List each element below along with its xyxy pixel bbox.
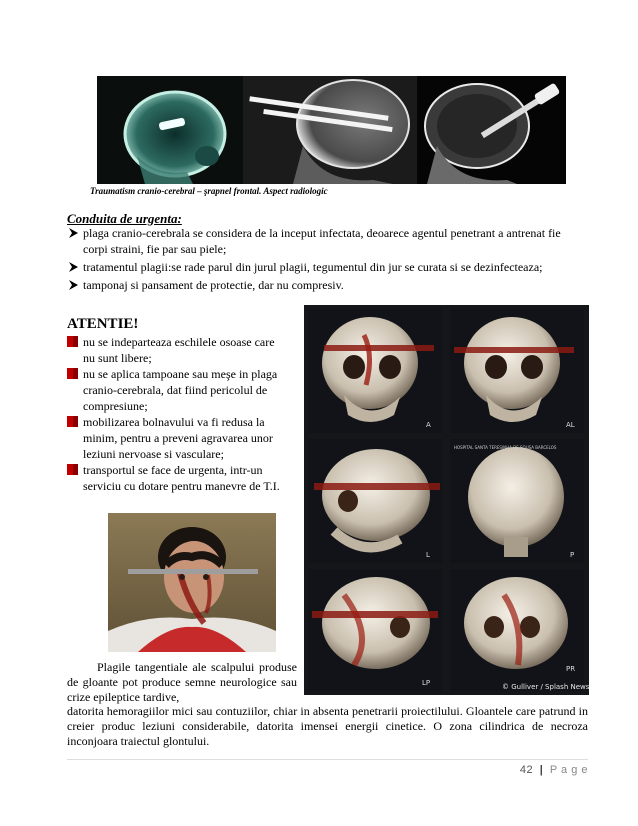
square-bullet-icon xyxy=(67,368,78,379)
bullet-text: tamponaj si pansament de protectie, dar nu compresiv. xyxy=(83,278,344,292)
xray-image-3 xyxy=(417,76,566,184)
ct-header-text: HOSPITAL SANTA TERESINHA DE SOUSA BARCELOS xyxy=(454,445,557,450)
xray-image-1 xyxy=(97,76,243,184)
bullet-text: tratamentul plagii:se rade parul din jurul plagii, tegumentul din jur se curata si se dezinfecteaza; xyxy=(83,260,543,274)
xray-image-2 xyxy=(243,76,417,184)
square-bullet-icon xyxy=(67,464,78,475)
atentie-text: nu se indeparteaza eschilele osoase care nu sunt libere; xyxy=(83,335,275,365)
figure-caption: Traumatism cranio-cerebral – şrapnel frontal. Aspect radiologic xyxy=(90,186,328,196)
paragraph-continuation: datorita hemoragiilor mici sau contuziilor, chiar in absenta penetrarii proiectilului. Gloantele care patrund in creier produc leziuni considerabile, datorita imensei energii cinetice. O zona cilindrica de necroza inconjoara traiectul glontului. xyxy=(67,704,588,748)
page-number: 42 xyxy=(519,764,534,776)
bullet-item xyxy=(67,277,587,293)
atentie-item xyxy=(67,366,287,414)
ct-label-a: A xyxy=(426,421,431,429)
page-footer xyxy=(520,764,588,776)
atentie-heading: ATENTIE! xyxy=(67,316,139,332)
ct-label-l: L xyxy=(426,551,430,559)
arrow-bullet-icon xyxy=(67,277,81,293)
ct-label-p: P xyxy=(570,551,575,559)
arrow-bullet-icon xyxy=(67,225,81,241)
bullet-item xyxy=(67,259,587,275)
atentie-text: nu se aplica tampoane sau meşe in plaga cranio-cerebrala, dat fiind pericolul de compresiune; xyxy=(83,367,278,413)
square-bullet-icon xyxy=(67,336,78,347)
footer-separator: | xyxy=(539,764,544,776)
footer-divider xyxy=(67,759,588,760)
patient-photo xyxy=(108,513,276,652)
ct-label-lp: LP xyxy=(422,679,431,687)
paragraph-tangential-text: Plagile tangentiale ale scalpului produse de gloante pot produce semne neurologice sau crize epileptice tardive, xyxy=(67,660,297,704)
atentie-item xyxy=(67,462,287,494)
arrow-bullet-icon xyxy=(67,259,81,275)
ct-reconstruction-image xyxy=(304,305,589,695)
ct-label-al: AL xyxy=(566,421,575,429)
page-word: P a g e xyxy=(549,764,588,776)
ct-label-pr: PR xyxy=(566,665,576,673)
atentie-text: mobilizarea bolnavului va fi redusa la minim, pentru a preveni agravarea unor leziuni nervoase si vasculare; xyxy=(83,415,273,461)
atentie-text: transportul se face de urgenta, intr-un serviciu cu dotare pentru manevre de T.I. xyxy=(83,463,280,493)
square-bullet-icon xyxy=(67,416,78,427)
atentie-item xyxy=(67,414,287,462)
bullet-text: plaga cranio-cerebrala se considera de la inceput infectata, deoarece agentul penetrant a antrenat fie corpi straini, fie par sau piele; xyxy=(83,226,561,256)
watermark-text: © Gulliver / Splash News xyxy=(502,683,589,691)
paragraph-tangential xyxy=(67,660,297,705)
atentie-item xyxy=(67,334,287,366)
bullet-item xyxy=(67,225,587,257)
section-title: Conduita de urgenta: xyxy=(67,211,182,226)
